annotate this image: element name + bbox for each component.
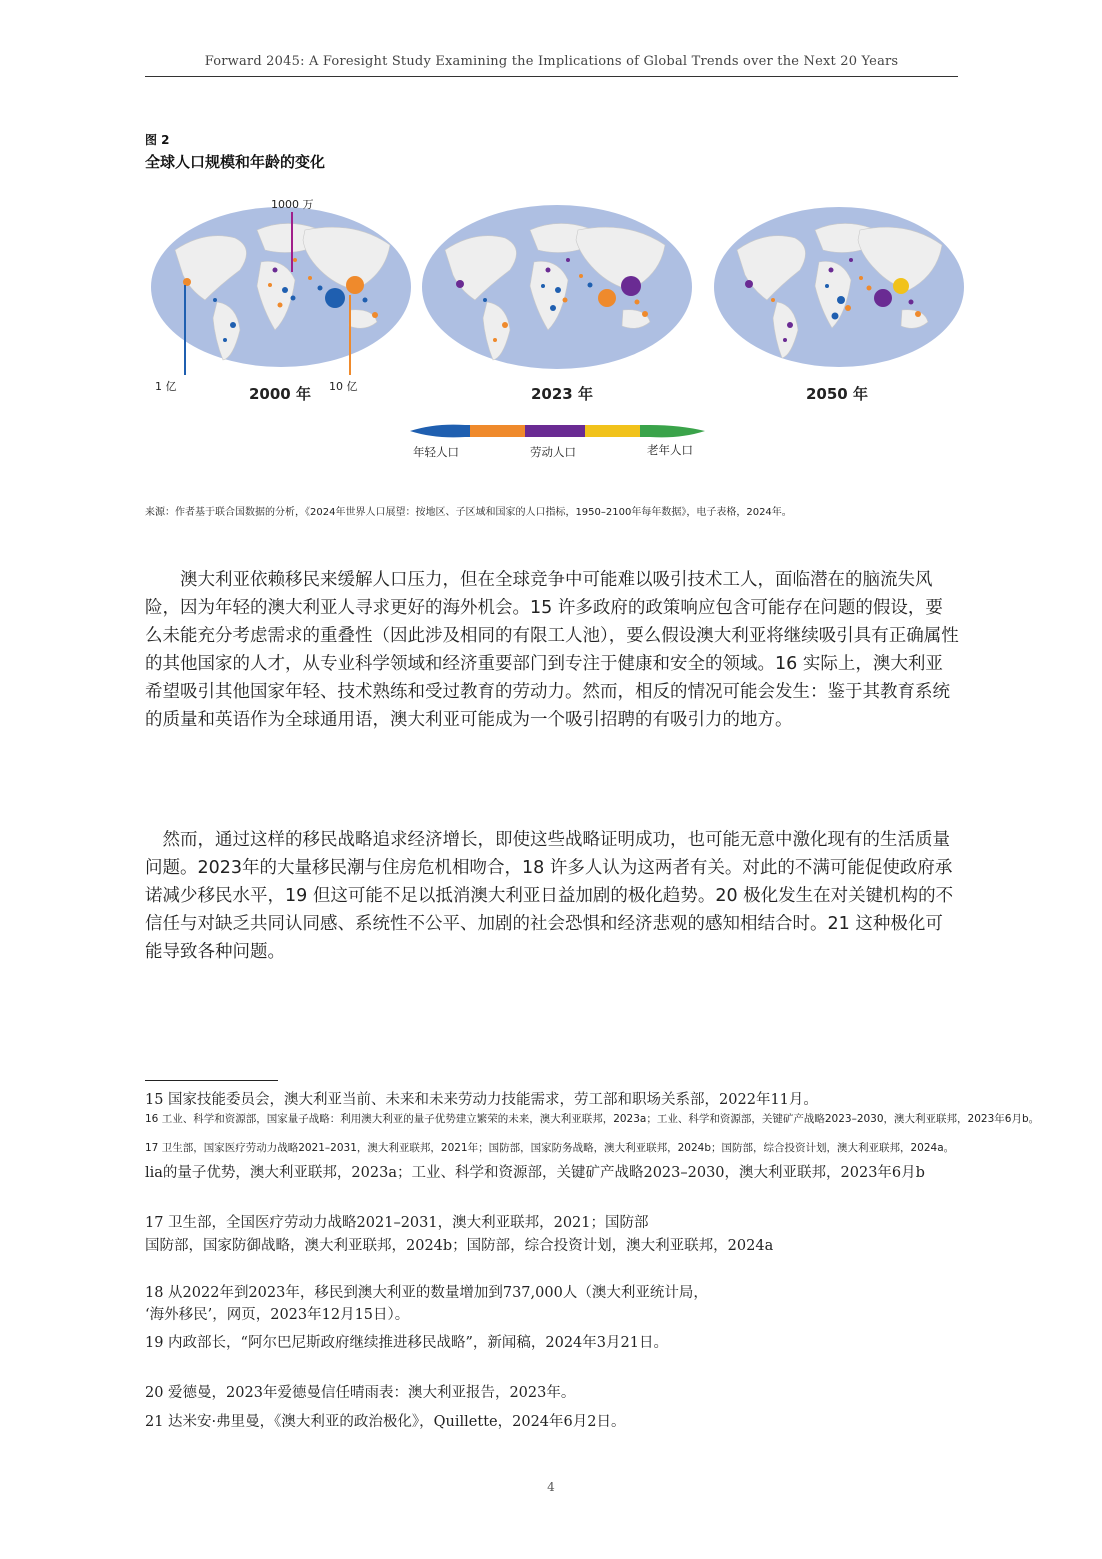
footnote-18-line-2: ‘海外移民’，网页，2023年12月15日）。 <box>145 1307 410 1323</box>
legend-segment-working <box>525 425 585 437</box>
population-maps-figure <box>145 190 965 470</box>
map-2023 <box>422 205 692 403</box>
footnote-15: 15 国家技能委员会，澳大利亚当前、未来和未来劳动力技能需求，劳工部和职场关系部，2022年11月。 <box>145 1092 818 1108</box>
footnote-21: 21 达米安·弗里曼，《澳大利亚的政治极化》，Quillette，2024年6月2日。 <box>145 1414 626 1430</box>
body-paragraph-2: 然而，通过这样的移民战略追求经济增长，即使这些战略证明成功，也可能无意中激化现有的生活质量问题。2023年的大量移民潮与住房危机相吻合，18 许多人认为这两者有关。对此的不满可能促使政府承诺减少移民水平，19 但这可能不足以抵消澳大利亚日益加剧的极化趋势。20 极化发生在对关键机构的不信任与对缺乏共同认同感、系统性不公平、加剧的社会恐惧和经济悲观的感知相结合时。21 这种极化可能导致各种问题。 <box>145 830 954 962</box>
legend-label-young: 年轻人口 <box>413 445 459 459</box>
body-paragraph-1: 澳大利亚依赖移民来缓解人口压力，但在全球竞争中可能难以吸引技术工人，面临潜在的脑流失风险，因为年轻的澳大利亚人寻求更好的海外机会。15 许多政府的政策响应包含可能存在问题的假设，要么未能充分考虑需求的重叠性（因此涉及相同的有限工人池），要么假设澳大利亚将继续吸引具有正确属性的其他国家的人才，从专业科学领域和经济重要部门到专注于健康和安全的领域。16 实际上，澳大利亚希望吸引其他国家年轻、技术熟练和受过教育的劳动力。然而，相反的情况可能会发生：鉴于其教育系统的质量和英语作为全球通用语，澳大利亚可能成为一个吸引招聘的有吸引力的地方。 <box>145 570 959 730</box>
map-2050 <box>714 207 964 403</box>
page-number: 4 <box>547 1480 555 1494</box>
map-2023-year-label: 2023 年 <box>531 385 593 403</box>
footnote-17-small: 17 卫生部，国家医疗劳动力战略2021–2031，澳大利亚联邦，2021年；国防部，国家防务战略，澳大利亚联邦，2024b；国防部，综合投资计划，澳大利亚联邦，2024a。 <box>145 1142 955 1154</box>
callout-label-1b: 10 亿 <box>329 380 358 393</box>
legend-label-old: 老年人口 <box>647 443 693 457</box>
running-header: Forward 2045: A Foresight Study Examining the Implications of Global Trends over the Next 20 Years <box>204 54 899 69</box>
footnote-18-line-1: 18 从2022年到2023年，移民到澳大利亚的数量增加到737,000人（澳大利亚统计局， <box>145 1285 708 1301</box>
callout-label-10m: 1000 万 <box>271 198 314 211</box>
footnote-17-line-1: 17 卫生部，全国医疗劳动力战略2021–2031，澳大利亚联邦，2021；国防部 <box>145 1215 649 1231</box>
figure-title: 全球人口规模和年龄的变化 <box>145 153 326 171</box>
legend-segment-young-working <box>470 425 525 437</box>
map-2000 <box>151 198 411 403</box>
figure-number: 图 2 <box>145 133 170 147</box>
header-divider <box>145 76 958 77</box>
legend-segment-young <box>410 425 470 438</box>
legend-segment-older-working <box>585 425 640 437</box>
map-2000-year-label: 2000 年 <box>249 385 311 403</box>
footnote-16-small: 16 工业、科学和资源部，国家量子战略：利用澳大利亚的量子优势建立繁荣的未来，澳大利亚联邦，2023a；工业、科学和资源部，关键矿产战略2023–2030，澳大利亚联邦，2023年6月b。 <box>145 1113 1040 1125</box>
legend-segment-old <box>640 425 705 437</box>
callout-label-100m: 1 亿 <box>155 380 177 393</box>
footnote-20: 20 爱德曼，2023年爱德曼信任晴雨表：澳大利亚报告，2023年。 <box>145 1385 576 1401</box>
footnote-19: 19 内政部长，“阿尔巴尼斯政府继续推进移民战略”，新闻稿，2024年3月21日。 <box>145 1335 668 1351</box>
map-2050-year-label: 2050 年 <box>806 385 868 403</box>
legend-label-working: 劳动人口 <box>530 445 576 459</box>
footnote-16-tail: lia的量子优势，澳大利亚联邦，2023a；工业、科学和资源部，关键矿产战略2023–2030，澳大利亚联邦，2023年6月b <box>145 1165 925 1181</box>
footnote-17-line-2: 国防部，国家防御战略，澳大利亚联邦，2024b；国防部，综合投资计划，澳大利亚联邦，2024a <box>145 1238 774 1254</box>
figure-source-note: 来源：作者基于联合国数据的分析，《2024年世界人口展望：按地区、子区域和国家的人口指标，1950–2100年每年数据》，电子表格，2024年。 <box>145 507 792 518</box>
age-legend <box>410 425 705 459</box>
footnote-divider <box>145 1080 278 1081</box>
